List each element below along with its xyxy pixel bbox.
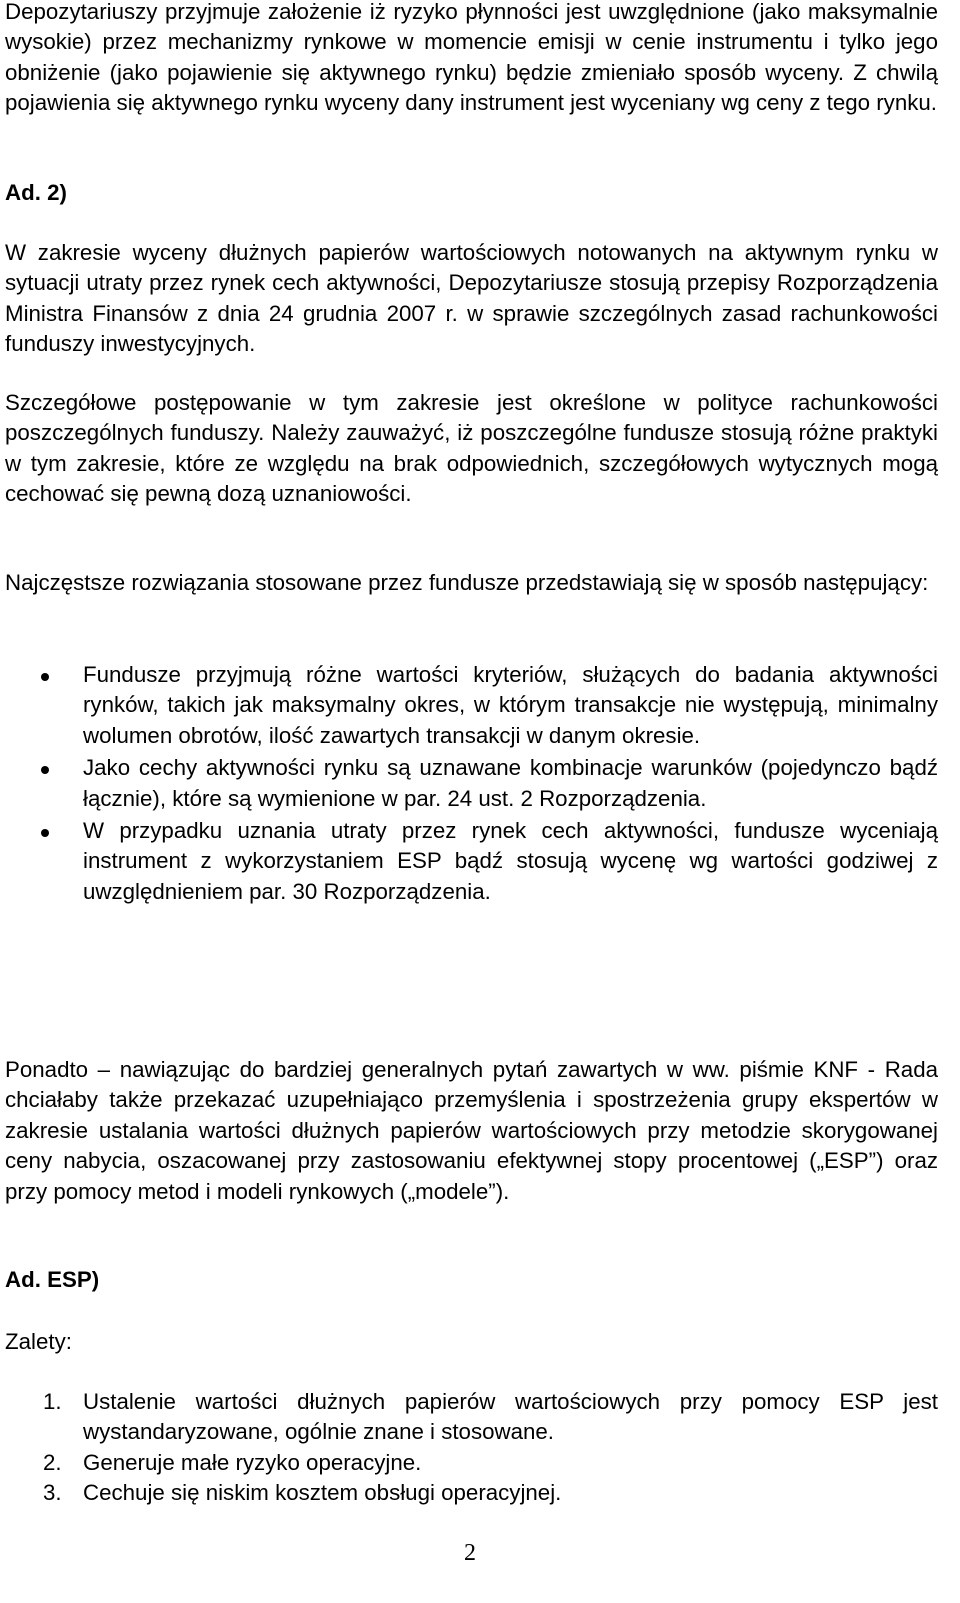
list-text: Cechuje się niskim kosztem obsługi operacyjnej. xyxy=(83,1480,562,1506)
list-text: Ustalenie wartości dłużnych papierów wartościowych przy pomocy ESP jest wystandaryzowane, ogólnie znane i stosowane. xyxy=(83,1389,938,1445)
list-number: 2. xyxy=(43,1449,62,1475)
heading-ad-2: Ad. 2) xyxy=(5,180,67,205)
list-text: Generuje małe ryzyko operacyjne. xyxy=(83,1449,422,1475)
list-item xyxy=(5,660,938,751)
bullet-icon xyxy=(41,766,49,774)
paragraph-valuation-scope: W zakresie wyceny dłużnych papierów wartościowych notowanych na aktywnym rynku w sytuacji utraty przez rynek cech aktywności, Depozytariusze stosują przepisy Rozporządzenia Ministra Finansów z dnia 24 grudnia 2007 r. w sprawie szczególnych zasad rachunkowości funduszy inwestycyjnych. xyxy=(5,240,938,357)
list-item xyxy=(5,816,938,907)
page-number: 2 xyxy=(464,1540,476,1566)
bullet-list-solutions xyxy=(5,660,938,907)
paragraph-detailed-procedure: Szczegółowe postępowanie w tym zakresie jest określone w polityce rachunkowości poszczególnych funduszy. Należy zauważyć, iż poszczególne fundusze stosują różne praktyki w tym zakresie, które ze względu na brak odpowiednich, szczegółowych wytycznych mogą cechować się pewną dozą uznaniowości. xyxy=(5,390,938,507)
bullet-text: Fundusze przyjmują różne wartości kryteriów, służących do badania aktywności rynków, takich jak maksymalny okres, w którym transakcje nie występują, minimalny wolumen obrotów, ilość zawartych transakcji w danym okresie. xyxy=(83,662,938,748)
list-item xyxy=(5,1478,938,1508)
bullet-text: W przypadku uznania utraty przez rynek cech aktywności, fundusze wyceniają instrument z wykorzystaniem ESP bądź stosują wycenę wg wartości godziwej z uwzględnieniem par. 30 Rozporządzenia. xyxy=(83,818,938,904)
list-number: 1. xyxy=(43,1389,62,1414)
paragraph-common-solutions: Najczęstsze rozwiązania stosowane przez fundusze przedstawiają się w sposób następujący: xyxy=(5,570,929,595)
heading-ad-esp: Ad. ESP) xyxy=(5,1267,100,1292)
numbered-list-advantages xyxy=(5,1387,938,1509)
subheading-advantages: Zalety: xyxy=(5,1329,72,1354)
bullet-icon xyxy=(41,829,49,837)
list-number: 3. xyxy=(43,1480,62,1506)
list-item xyxy=(5,753,938,814)
bullet-icon xyxy=(41,673,49,681)
paragraph-additional-remarks: Ponadto – nawiązując do bardziej generalnych pytań zawartych w ww. piśmie KNF - Rada chciałaby także przekazać uzupełniająco przemyślenia i spostrzeżenia grupy ekspertów w zakresie ustalania wartości dłużnych papierów wartościowych przy metodzie skorygowanej ceny nabycia, oszacowanej przy zastosowaniu efektywnej stopy procentowej („ESP”) oraz przy pomocy metod i modeli rynkowych („modele”). xyxy=(5,1057,938,1204)
list-item xyxy=(5,1387,938,1448)
bullet-text: Jako cechy aktywności rynku są uznawane kombinacje warunków (pojedynczo bądź łącznie), które są wymienione w par. 24 ust. 2 Rozporządzenia. xyxy=(83,755,938,811)
paragraph-liquidity-risk: Depozytariuszy przyjmuje założenie iż ryzyko płynności jest uwzględnione (jako maksymalnie wysokie) przez mechanizmy rynkowe w momencie emisji w cenie instrumentu i tylko jego obniżenie (jako pojawienie się aktywnego rynku) będzie zmieniało sposób wyceny. Z chwilą pojawienia się aktywnego rynku wyceny dany instrument jest wyceniany wg ceny z tego rynku. xyxy=(5,0,938,116)
list-item xyxy=(5,1448,938,1478)
